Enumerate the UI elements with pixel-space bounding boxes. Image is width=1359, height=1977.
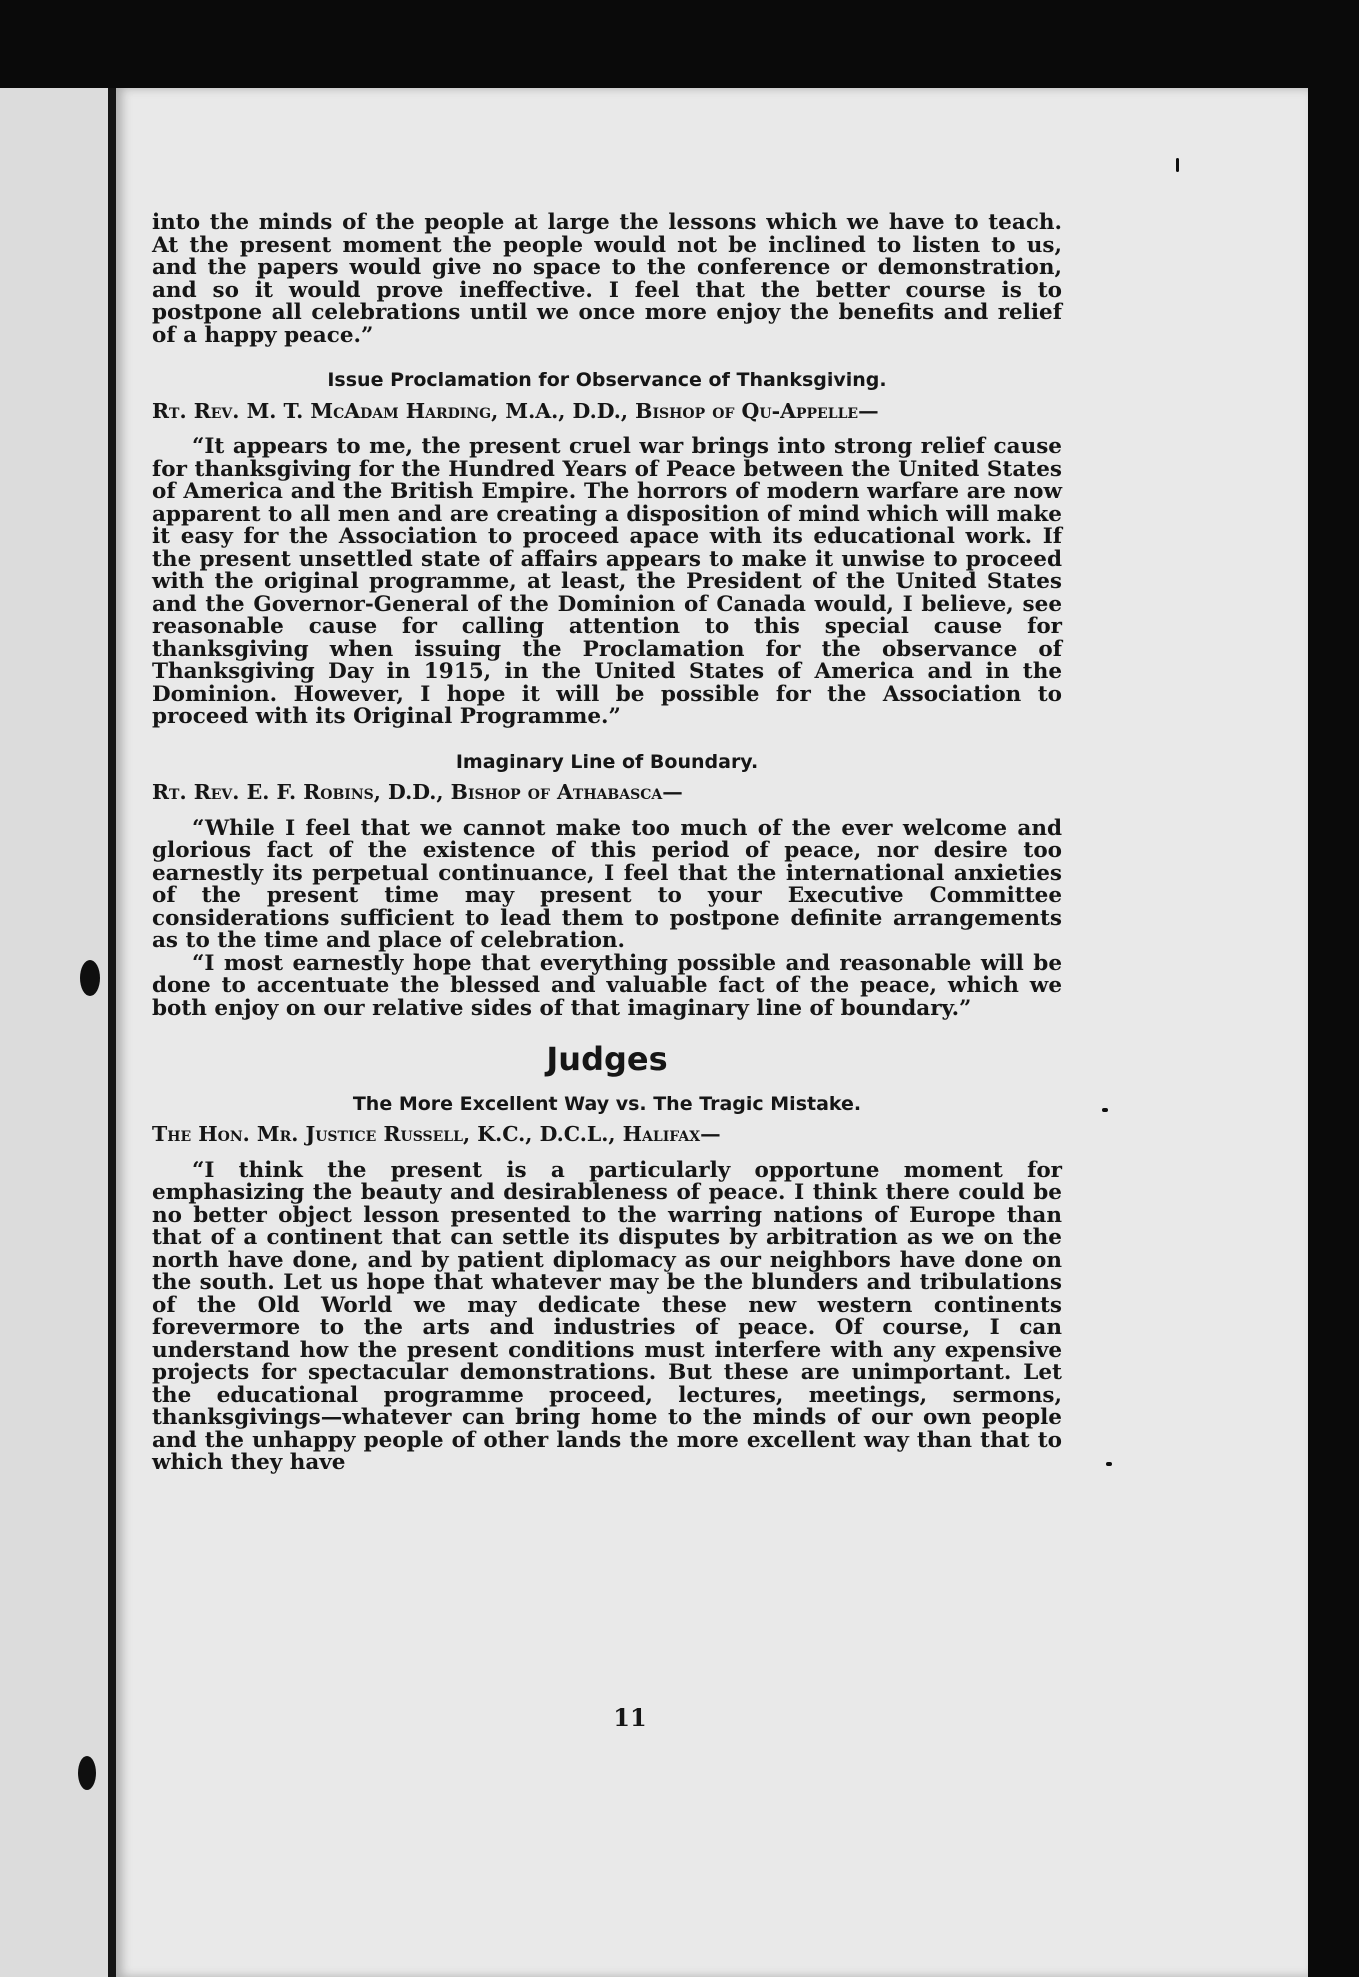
section-title: Judges	[546, 1040, 668, 1078]
section-heading: Imaginary Line of Boundary.	[455, 750, 759, 773]
margin-speck	[1102, 1108, 1108, 1112]
quote-paragraph: “It appears to me, the present cruel war brings into strong relief cause for thanksgiving for the Hundred Years of Peace between the United States of America and the British Empire. The horrors of modern warfare are now apparent to all men and are creating a disposition of mind which will make it easy for the Association to proceed apace with its educational work. If the present unsettled state of affairs appears to make it unwise to proceed with the original programme, at least, the President of the United States and the Governor-General of the Dominion of Canada would, I believe, see reasonable cause for calling attention to this special cause for thanksgiving when issuing the Proclamation for the observance of Thanksgiving Day in 1915, in the United States of America and in the Dominion. However, I hope it will be possible for the Association to proceed with its Original Programme.”	[152, 434, 1062, 729]
margin-speck	[1106, 1462, 1112, 1466]
section-heading: Issue Proclamation for Observance of Thanksgiving.	[327, 369, 887, 391]
book-spine	[108, 88, 116, 1977]
page-body	[152, 212, 1062, 1475]
thanksgiving-section	[152, 369, 1062, 729]
section-heading: The More Excellent Way vs. The Tragic Mistake.	[352, 1092, 862, 1115]
continued-paragraph: into the minds of the people at large the lessons which we have to teach. At the present moment the people would not be inclined to listen to us, and the papers would give no space to the conference or demonstration, and so it would prove ineffective. I feel that the better course is to postpone all celebrations until we once more enjoy the benefits and relief of a happy peace.”	[152, 210, 1062, 348]
quote-paragraph: “While I feel that we cannot make too much of the ever welcome and glorious fact of the existence of this period of peace, nor desire too earnestly its perpetual continuance, I feel that the international anxieties of the present time may present to your Executive Committee considerations sufficient to lead them to postpone definite arrangements as to the time and place of celebration.	[152, 815, 1062, 953]
margin-speck	[1176, 158, 1179, 172]
attribution-line: The Hon. Mr. Justice Russell, K.C., D.C.L., Halifax—	[152, 1122, 721, 1146]
quote-paragraph: “I think the present is a particularly opportune moment for emphasizing the beauty and desirableness of peace. I think there could be no better object lesson presented to the warring nations of Europe than that of a continent that can settle its disputes by arbitration as we on the north have done, and by patient diplomacy as our neighbors have done on the south. Let us hope that whatever may be the blunders and tribulations of the Old World we may dedicate these new western continents forevermore to the arts and industries of peace. Of course, I can understand how the present conditions must interfere with any expensive projects for spectacular demonstrations. But these are unimportant. Let the educational programme proceed, lectures, meetings, sermons, thanksgivings—whatever can bring home to the minds of our own people and the unhappy people of other lands the more excellent way than that to which they have	[152, 1157, 1062, 1475]
page-number: 11	[613, 1703, 647, 1732]
binding-hole-mark	[78, 1756, 96, 1790]
binding-hole-mark	[80, 960, 100, 996]
facing-page-edge	[0, 88, 120, 1977]
attribution-line: Rt. Rev. M. T. McAdam Harding, M.A., D.D., Bishop of Qu-Appelle—	[152, 398, 879, 423]
judges-section	[152, 1040, 1062, 1475]
attribution-line: Rt. Rev. E. F. Robins, D.D., Bishop of Athabasca—	[152, 780, 683, 804]
boundary-section	[152, 751, 1062, 1021]
quote-paragraph: “I most earnestly hope that everything possible and reasonable will be done to accentuate the blessed and valuable fact of the peace, which we both enjoy on our relative sides of that imaginary line of boundary.”	[152, 950, 1062, 1021]
